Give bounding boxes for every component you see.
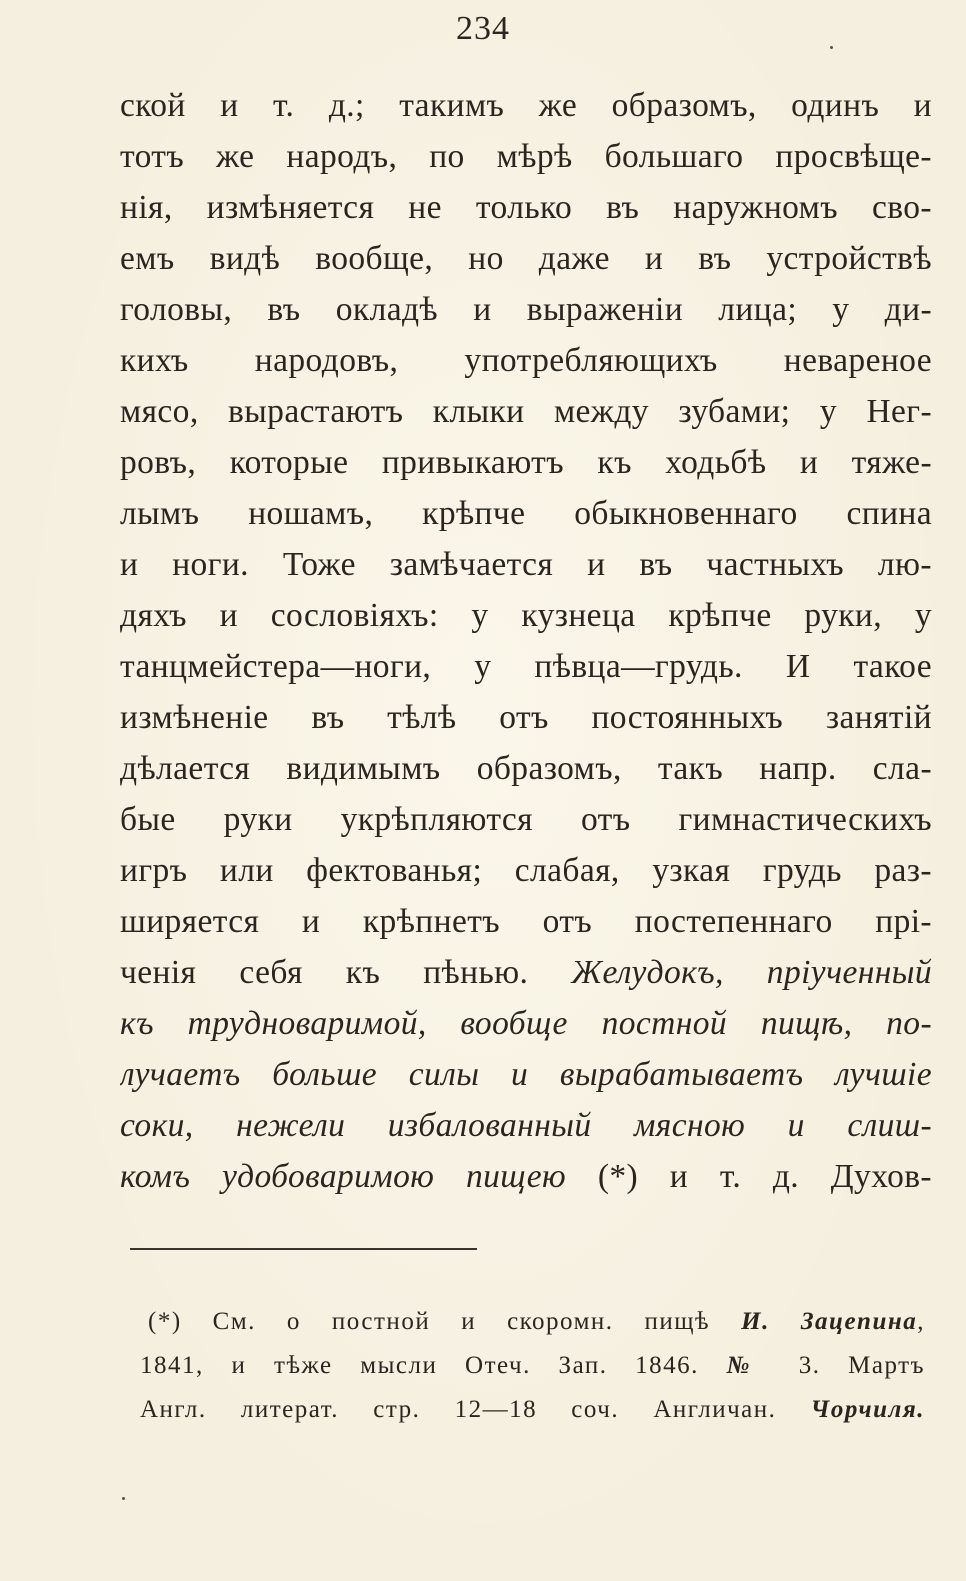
- italic-text: лучаетъ больше силы и вырабатываетъ лучшіе: [120, 1056, 932, 1093]
- body-text: [120, 80, 932, 1202]
- page-number: 234: [456, 10, 510, 47]
- footnote-line: [140, 1388, 925, 1432]
- text-line: [120, 845, 932, 896]
- text-run: ровъ, которые привыкаютъ къ ходьбѣ и тяже-: [120, 444, 932, 481]
- italic-text: къ трудноваримой, вообще постной пищѣ, по-: [120, 1005, 932, 1042]
- text-line: [120, 335, 932, 386]
- text-run: и ноги. Тоже замѣчается и въ частныхъ лю-: [120, 546, 932, 583]
- text-run: ширяется и крѣпнетъ отъ постепеннаго прі-: [120, 903, 932, 940]
- text-line: [120, 182, 932, 233]
- italic-text: комъ удобоваримою пищею: [120, 1158, 567, 1195]
- text-run: (*) и т. д. Духов-: [566, 1158, 932, 1195]
- footnote: [140, 1300, 925, 1432]
- text-run: 3. Мартъ: [770, 1352, 925, 1379]
- text-run: игръ или фектованья; слабая, узкая грудь раз-: [120, 852, 932, 889]
- text-run: ской и т. д.; такимъ же образомъ, одинъ и: [120, 87, 932, 124]
- text-line: [120, 998, 932, 1049]
- text-line: [120, 1049, 932, 1100]
- text-line: [120, 743, 932, 794]
- text-run: измѣненіе въ тѣлѣ отъ постоянныхъ занятій: [120, 699, 932, 736]
- text-run: головы, въ окладѣ и выраженіи лица; у ди-: [120, 291, 932, 328]
- text-run: (*) См. о постной и скоромн. пищѣ: [148, 1308, 742, 1335]
- text-line: [120, 794, 932, 845]
- text-run: танцмейстера—ноги, у пѣвца—грудь. И такое: [120, 648, 932, 685]
- text-run: мясо, вырастаютъ клыки между зубами; у Нег-: [120, 393, 932, 430]
- italic-text: соки, нежели избалованный мясною и слиш-: [120, 1107, 932, 1144]
- italic-text: Чорчиля.: [810, 1396, 925, 1423]
- text-run: дѣлается видимымъ образомъ, такъ напр. сла-: [120, 750, 932, 787]
- text-line: [120, 1100, 932, 1151]
- page-speck: [122, 1497, 125, 1500]
- text-run: кихъ народовъ, употребляющихъ невареное: [120, 342, 932, 379]
- page-speck: [830, 46, 833, 49]
- text-line: [120, 233, 932, 284]
- text-line: [120, 437, 932, 488]
- text-run: нія, измѣняется не только въ наружномъ сво-: [120, 189, 932, 226]
- text-run: лымъ ношамъ, крѣпче обыкновеннаго спина: [120, 495, 932, 532]
- text-run: тотъ же народъ, по мѣрѣ большаго просвѣще-: [120, 138, 932, 175]
- text-line: [120, 386, 932, 437]
- text-line: [120, 692, 932, 743]
- text-run: бые руки укрѣпляются отъ гимнастическихъ: [120, 801, 932, 838]
- italic-text: И. Зацепина: [741, 1308, 918, 1335]
- text-line: [120, 131, 932, 182]
- text-line: [120, 641, 932, 692]
- text-run: ,: [917, 1308, 925, 1335]
- text-run: ченія себя къ пѣнью.: [120, 954, 572, 991]
- text-line: [120, 896, 932, 947]
- footnote-line: [140, 1300, 925, 1344]
- text-line: [120, 488, 932, 539]
- text-line: [120, 284, 932, 335]
- text-run: 1841, и тѣже мысли Отеч. Зап. 1846.: [140, 1352, 727, 1379]
- text-run: Англ. литерат. стр. 12—18 соч. Англичан.: [140, 1396, 811, 1423]
- text-run: емъ видѣ вообще, но даже и въ устройствѣ: [120, 240, 932, 277]
- text-line: [120, 590, 932, 641]
- footnote-line: [140, 1344, 925, 1388]
- italic-text: №: [726, 1352, 771, 1379]
- text-line: [120, 539, 932, 590]
- text-run: дяхъ и сословіяхъ: у кузнеца крѣпче руки, у: [120, 597, 932, 634]
- italic-text: Желудокъ, пріученный: [571, 954, 932, 991]
- footnote-separator: [130, 1248, 477, 1250]
- text-line: [120, 947, 932, 998]
- text-line: [120, 80, 932, 131]
- text-line: [120, 1151, 932, 1202]
